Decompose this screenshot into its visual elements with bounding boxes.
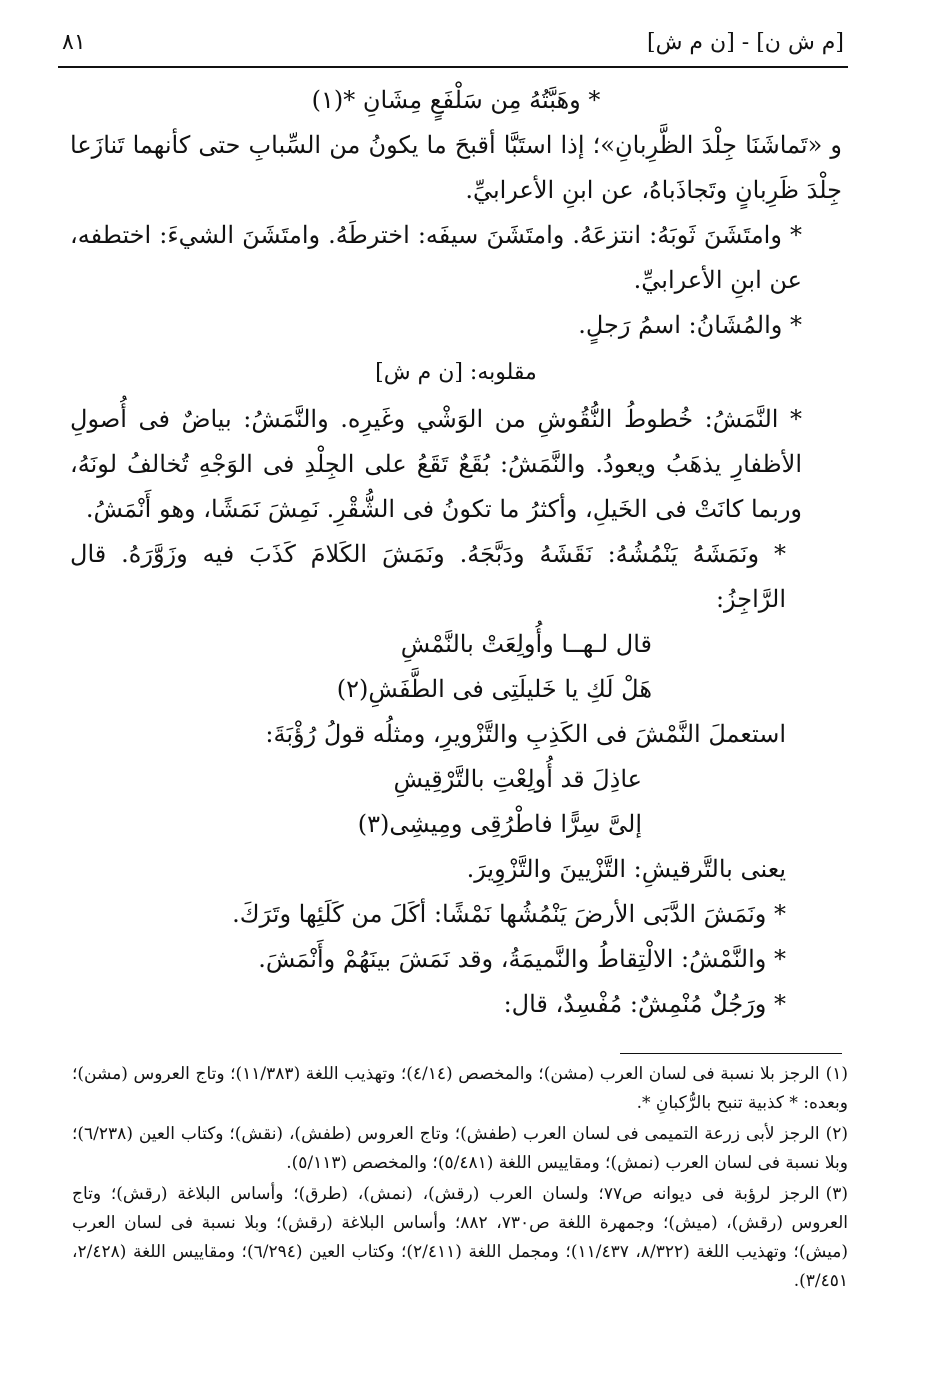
footnote-text: الرجز لرؤبة فى ديوانه ص٧٧؛ ولسان العرب (رقش)، (نمش)، (طرق)؛ وأساس البلاغة (رقش)؛ وتاج العروس (رقش)، (ميش)؛ وجمهرة اللغة ص٧٣٠، ٨٨٢؛ وأساس البلاغة (رقش)؛ وبلا نسبة فى لسان العرب (ميش)؛ وتهذيب اللغة (٨/٣٢٢، ١١/٤٣٧)؛ ومجمل اللغة (٢/٤١١)؛ وكتاب العين (٦/٢٩٤)؛ ومقاييس اللغة (٢/٤٢٨، ٣/٤٥١). bbox=[72, 1184, 849, 1291]
verse-line: هَلْ لَكِ يا خَليلَتِى فى الطَّفَشِ(٢) bbox=[336, 675, 652, 703]
page-header bbox=[58, 26, 848, 68]
footnotes bbox=[72, 1060, 848, 1298]
verse-line: عاذِلَ قد أُولِعْتِ بالتَّرْقِيشِ bbox=[393, 765, 642, 793]
verse-line: قال لـهــا وأُولِعَتْ بالنَّمْشِ bbox=[400, 630, 652, 658]
footnote-number: (٢) bbox=[825, 1124, 848, 1144]
footnote bbox=[72, 1120, 848, 1178]
text-paragraph: * وامتَشَنَ ثَوبَهُ: انتزعَهُ. وامتَشَنَ سيفَه: اخترطَهُ. وامتَشَنَ الشيءَ: اختطفه، عن ابنِ الأعرابيِّ. bbox=[70, 221, 802, 294]
header-title: [م ش ن] - [ن م ش] bbox=[647, 30, 844, 55]
text-paragraph: استعملَ النَّمْشَ فى الكَذِبِ والتَّزْويرِ، ومثلُه قولُ رُؤْبَةَ: bbox=[265, 720, 786, 748]
footnote bbox=[72, 1180, 848, 1296]
text-paragraph: * النَّمَشُ: خُطوطُ النُّقُوشِ من الوَشْي وغَيرِه. والنَّمَشُ: بياضٌ فى أُصولِ الأظفارِ يذهَبُ ويعودُ. والنَّمَشُ: بُقَعٌ تَقَعُ على الجِلْدِ فى الوَجْهِ تُخالفُ لونَهُ، وربما كانَتْ فى الخَيلِ، وأكثرُ ما تكونُ فى الشُّقْرِ. نَمِشَ نَمَشًا، وهو أَنْمَشُ. bbox=[70, 405, 802, 523]
footnote-number: (١) bbox=[825, 1064, 848, 1084]
text-paragraph: * والمُشَانُ: اسمُ رَجلٍ. bbox=[578, 311, 802, 339]
verse-line: إلىَّ سِرًّا فاطْرُقِى ومِيشِى(٣) bbox=[357, 810, 642, 838]
text-paragraph: يعنى بالتَّرقيشِ: التَّزْيينَ والتَّزْوِيرَ. bbox=[466, 855, 786, 883]
text-paragraph: * ونَمَشَهُ يَنْمُشُهُ: نَقَشَهُ ودَبَّجَهُ. ونَمَشَ الكَلامَ كَذَبَ فيه وزَوَّرَهُ. قال الرَّاجِزُ: bbox=[70, 540, 786, 613]
main-text bbox=[70, 78, 842, 1027]
footnote-text: الرجز بلا نسبة فى لسان العرب (مشن)؛ والمخصص (٤/١٤)؛ وتهذيب اللغة (١١/٣٨٣)؛ وتاج العروس (مشن)؛ وبعده: * كذبية تنبح بالرُّكبانِ *. bbox=[72, 1064, 848, 1113]
section-heading: مقلوبه: [ن م ش] bbox=[375, 360, 537, 385]
footnote bbox=[72, 1060, 848, 1118]
footnote-text: الرجز لأبى زرعة التميمى فى لسان العرب (طفش)؛ وتاج العروس (طفش)، (نقش)؛ وكتاب العين (٦/٢٣٨)؛ وبلا نسبة فى لسان العرب (نمش)؛ ومقاييس اللغة (٥/٤٨١)؛ والمخصص (٥/١١٣). bbox=[72, 1124, 848, 1173]
text-paragraph: * وهَبَّتُهُ مِن سَلْفَعٍ مِشَانِ *(١) bbox=[311, 86, 601, 114]
page-number: ٨١ bbox=[62, 30, 86, 55]
text-paragraph: * والنَّمْشُ: الالْتِقاطُ والنَّميمَةُ، وقد نَمَشَ بينَهُمْ وأَنْمَشَ. bbox=[258, 945, 786, 973]
footnote-separator bbox=[620, 1053, 842, 1054]
text-paragraph: و «تَماشَنَا جِلْدَ الظَّرِبانِ»؛ إذا استَبَّا أقبحَ ما يكونُ من السِّبابِ حتى كأنهما تَنازَعا جِلْدَ ظَرِبانٍ وتَجاذَباهُ، عن ابنِ الأعرابيِّ. bbox=[70, 131, 842, 204]
text-paragraph: * ونَمَشَ الدَّبَى الأرضَ يَنْمُشُها نَمْشًا: أكَلَ من كَلَئِها وتَرَكَ. bbox=[232, 900, 786, 928]
text-paragraph: * ورَجُلٌ مُنْمِشٌ: مُفْسِدٌ، قال: bbox=[503, 990, 786, 1018]
footnote-number: (٣) bbox=[825, 1184, 848, 1204]
